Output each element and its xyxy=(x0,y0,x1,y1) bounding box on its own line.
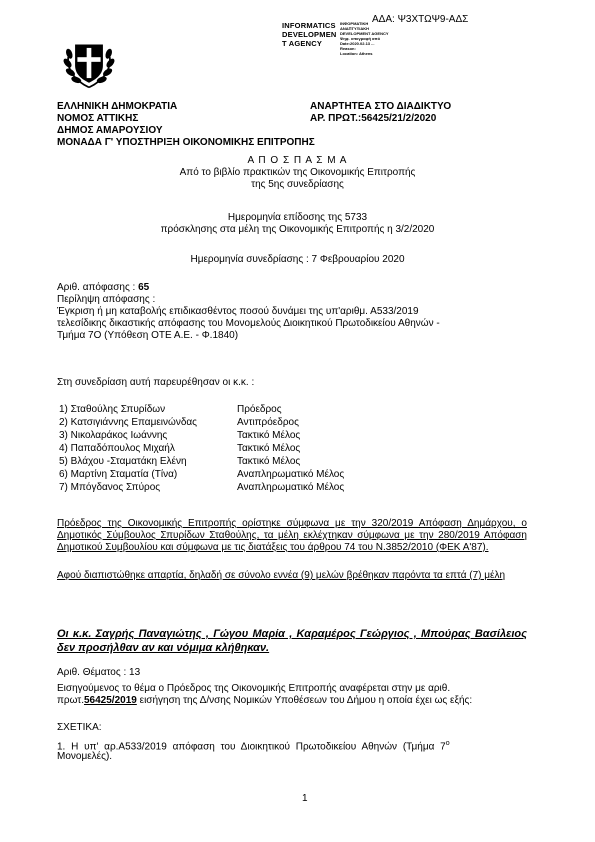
member-role: Τακτικό Μέλος xyxy=(237,443,301,454)
stamp-line: Reason: xyxy=(340,46,356,51)
header-municipality: ΔΗΜΟΣ ΑΜΑΡΟΥΣΙΟΥ xyxy=(57,125,163,136)
relevant-item-text: 1. Η υπ' αρ.Α533/2019 απόφαση του Διοικητικού Πρωτοδικείου Αθηνών (Τμήμα 7 xyxy=(57,741,446,753)
header-republic: ΕΛΛΗΝΙΚΗ ΔΗΜΟΚΡΑΤΙΑ xyxy=(57,101,178,112)
extract-title: Α Π Ο Σ Π Α Σ Μ Α xyxy=(247,155,348,166)
intro-line-2 xyxy=(57,695,472,707)
logo-line: DEVELOPMEN xyxy=(282,30,337,39)
stamp-line: DEVELOPMENT AGENCY xyxy=(340,31,389,36)
header-prefecture: ΝΟΜΟΣ ΑΤΤΙΚΗΣ xyxy=(57,113,139,124)
stamp-line: ΙΝΦΟΡΜΑΤΙΚΗ xyxy=(340,21,369,26)
logo-line: INFORMATICS xyxy=(282,21,336,30)
extract-line: Από το βιβλίο πρακτικών της Οικονομικής Επιτροπής xyxy=(179,167,416,178)
agenda-item: Αριθ. Θέματος : 13 xyxy=(57,667,141,678)
page-number: 1 xyxy=(302,793,308,804)
present-intro: Στη συνεδρίαση αυτή παρευρέθησαν οι κ.κ. : xyxy=(57,377,255,388)
intro-prefix: πρωτ. xyxy=(57,695,84,706)
quorum-paragraph: Αφού διαπιστώθηκε απαρτία, δηλαδή σε σύνολο εννέα (9) μελών βρέθηκαν παρόντα τα επτά (7) μέλη xyxy=(57,570,506,581)
delivery-line: πρόσκλησης στα μέλη της Οικονομικής Επιτροπής η 3/2/2020 xyxy=(160,224,435,235)
member-name: 7) Μπόγδανος Σπύρος xyxy=(59,482,161,493)
decision-number: 65 xyxy=(138,282,150,293)
member-name: 1) Σταθούλης Σπυρίδων xyxy=(59,404,166,415)
stamp-line: Ψηφ. υπογραφή από xyxy=(340,36,381,41)
member-role: Αντιπρόεδρος xyxy=(237,417,299,428)
logo-line: T AGENCY xyxy=(282,39,323,48)
ada-code: ΑΔΑ: Ψ3ΧΤΩΨ9-ΑΔΣ xyxy=(372,14,469,25)
stamp-line: Date:2020.02.13 ... xyxy=(340,41,375,46)
header-unit: ΜΟΝΑΔΑ Γ' ΥΠΟΣΤΗΡΙΞΗ ΟΙΚΟΝΟΜΙΚΗΣ ΕΠΙΤΡΟΠΗΣ xyxy=(57,137,315,148)
superscript: ο xyxy=(445,740,450,747)
summary-label: Περίληψη απόφασης : xyxy=(57,294,156,305)
member-role: Τακτικό Μέλος xyxy=(237,430,301,441)
intro-line: Εισηγούμενος το θέμα ο Πρόεδρος της Οικονομικής Επιτροπής αναφέρεται στην με αριθ. xyxy=(57,683,451,694)
member-role: Αναπληρωματικό Μέλος xyxy=(237,482,345,493)
member-role: Πρόεδρος xyxy=(237,404,282,415)
absent-paragraph: Οι κ.κ. Σαγρής Παναγιώτης , Γώγου Μαρία , Καραμέρος Γεώργιος , Μπούρας Βασίλειος δεν προσήλθαν αν και νόμιμα κλήθηκαν. xyxy=(57,628,527,654)
member-name: 2) Κατσιγιάννης Επαμεινώνδας xyxy=(59,417,197,428)
intro-suffix: εισήγηση της Δ/νσης Νομικών Υποθέσεων του Δήμου η οποία έχει ως εξής: xyxy=(136,695,473,706)
member-name: 6) Μαρτίνη Σταματία (Τίνα) xyxy=(59,469,178,480)
informatics-agency-logo xyxy=(282,21,389,56)
relevant-item xyxy=(57,738,450,753)
delivery-line: Ημερομηνία επίδοσης της 5733 xyxy=(227,212,368,223)
decision-number-row xyxy=(57,282,149,294)
extract-line: της 5ης συνεδρίασης xyxy=(251,179,344,190)
stamp-line: Location: Athens xyxy=(340,51,373,56)
intro-protocol-number: 56425/2019 xyxy=(83,695,137,706)
summary-line: Τμήμα 7Ο (Υπόθεση ΟΤΕ Α.Ε. - Φ.1840) xyxy=(57,330,239,341)
member-role: Αναπληρωματικό Μέλος xyxy=(237,469,345,480)
relevant-item-continued: Μονομελές). xyxy=(57,751,113,762)
summary-line: τελεσίδικης δικαστικής απόφασης του Μονομελούς Διοικητικού Πρωτοδικείου Αθηνών - xyxy=(57,318,440,329)
meeting-date: Ημερομηνία συνεδρίασης : 7 Φεβρουαρίου 2020 xyxy=(190,254,405,265)
relevant-label: ΣΧΕΤΙΚΑ: xyxy=(57,722,102,733)
stamp-line: ΑΝΑΠΤΥΞΙΑΚΗ xyxy=(340,26,370,31)
member-name: 4) Παπαδόπουλος Μιχαήλ xyxy=(59,443,175,454)
chair-paragraph: Πρόεδρος της Οικονομικής Επιτροπής ορίστηκε σύμφωνα με την 320/2019 Απόφαση Δημάρχου, ο Δημοτικός Σύμβουλος Σπυρίδων Σταθούλης, τα μέλη εκλέχτηκαν σύμφωνα με την 280/2019 Απόφαση Δημοτικού Συμβουλίου και σύμφωνα με τις διατάξεις του άρθρου 74 του Ν.3852/2010 (ΦΕΚ Α'87). xyxy=(57,518,527,553)
digital-signature-stamp xyxy=(340,21,389,56)
summary-line: Έγκριση ή μη καταβολής επιδικασθέντος ποσού δυνάμει της υπ'αριθμ. Α533/2019 xyxy=(57,306,419,317)
member-name: 5) Βλάχου -Σταματάκη Ελένη xyxy=(59,456,187,467)
member-name: 3) Νικολαράκος Ιωάννης xyxy=(59,430,168,441)
header-publish-notice: ΑΝΑΡΤΗΤΕΑ ΣΤΟ ΔΙΑΔΙΚΤΥΟ xyxy=(310,101,452,112)
header-protocol-number: ΑΡ. ΠΡΩΤ.:56425/21/2/2020 xyxy=(310,113,437,124)
member-role: Τακτικό Μέλος xyxy=(237,456,301,467)
decision-number-label: Αριθ. απόφασης : xyxy=(57,282,139,293)
greek-emblem-icon xyxy=(60,34,118,92)
